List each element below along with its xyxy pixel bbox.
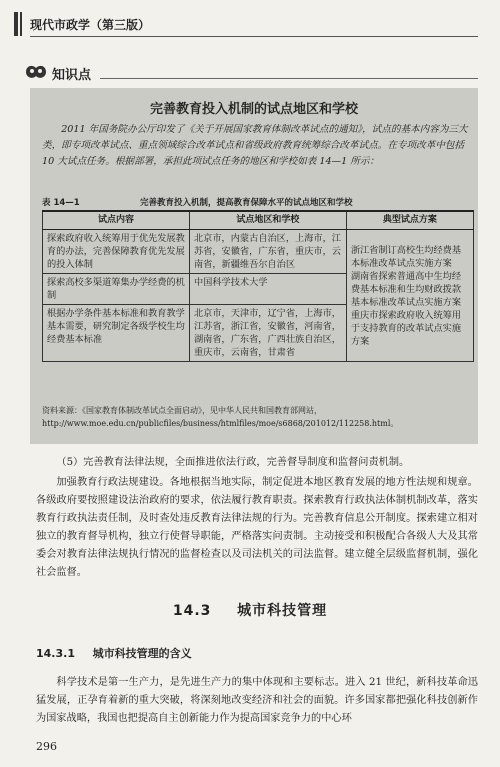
knowledge-point-icon bbox=[24, 62, 50, 82]
table-header-row bbox=[43, 211, 474, 230]
subsection-title: 城市科技管理的含义 bbox=[92, 647, 192, 660]
typical-plans-text: 浙江省制订高校生均经费基本标准改革试点实施方案 湖南省探索普通高中生均经费基本标准和生均财政拨款基本标准改革试点实施方案 重庆市探索政府收入统筹用于支持教育的改革试点实施方案 bbox=[350, 244, 462, 347]
box-intro: 2011 年国务院办公厅印发了《关于开展国家教育体制改革试点的通知》，试点的基本内容为三大类，即专项改革试点、重点领域综合改革试点和省级政府教育统筹综合改革试点。在专项改革中包括 10 大试点任务。根据部署，承担此项试点任务的地区和学校如表 14—1 所示： bbox=[42, 124, 468, 167]
table-source: 资料来源：《国家教育体制改革试点全面启动》，见中华人民共和国教育部网站，http://www.moe.edu.cn/publicfiles/business/htmlfiles/moe/s6868/201012/112258.html。 bbox=[42, 406, 399, 428]
table-row bbox=[43, 230, 474, 274]
cell-typical-plans bbox=[346, 230, 473, 362]
table-header-regions: 试点地区和学校 bbox=[189, 211, 346, 230]
cell-regions: 中国科学技术大学 bbox=[189, 274, 346, 305]
cell-regions: 北京市，天津市，辽宁省，上海市，江苏省，浙江省，安徽省，河南省，湖南省，广东省，广西壮族自治区，重庆市，云南省，甘肃省 bbox=[189, 305, 346, 362]
paragraph-regulation-text: 加强教育行政法规建设。各地根据当地实际，制定促进本地区教育发展的地方性法规和规章。各级政府要按照建设法治政府的要求，依法履行教育职责。探索教育行政执法体制机制改革，落实教育行政执法责任制，及时查处违反教育法律法规的行为。完善教育信息公开制度。探索建立相对独立的教育督导机构，独立行使督导职能，严格落实问责制。主动接受和积极配合各级人大及其常委会对教育法律法规执行情况的监督检查以及司法机关的司法监督。建立健全层级监督机制，强化社会监督。 bbox=[36, 477, 478, 578]
section-title: 城市科技管理 bbox=[237, 603, 328, 619]
pilot-table bbox=[42, 210, 474, 362]
cell-content: 根据办学条件基本标准和教育教学基本需要，研究制定各级学校生均经费基本标准 bbox=[43, 305, 190, 362]
table-number: 表 14—1 bbox=[42, 198, 80, 208]
page-number: 296 bbox=[36, 740, 57, 753]
running-header: 现代市政学（第三版） bbox=[30, 18, 151, 32]
header-bar-thin bbox=[20, 12, 22, 36]
header-rule bbox=[30, 36, 478, 37]
table-header-plans: 典型试点方案 bbox=[346, 211, 473, 230]
cell-content: 探索高校多渠道筹集办学经费的机制 bbox=[43, 274, 190, 305]
cell-content: 探索政府收入统筹用于优先发展教育的办法，完善保障教育优先发展的投入体制 bbox=[43, 230, 190, 274]
cell-regions: 北京市，内蒙古自治区，上海市，江苏省，安徽省，广东省，重庆市，云南省，新疆维吾尔自治区 bbox=[189, 230, 346, 274]
knowledge-point-rule bbox=[100, 78, 478, 79]
subsection-number: 14.3.1 bbox=[36, 647, 75, 660]
box-title: 完善教育投入机制的试点地区和学校 bbox=[149, 102, 358, 117]
subsection-heading bbox=[36, 645, 192, 661]
header-bar-thick bbox=[14, 12, 18, 36]
section-number: 14.3 bbox=[172, 603, 212, 619]
section-heading bbox=[0, 600, 500, 620]
knowledge-box bbox=[30, 88, 478, 444]
paragraph-science: 科学技术是第一生产力，是先进生产力的集中体现和主要标志。进入 21 世纪，新科技革命迅猛发展，正孕育着新的重大突破，将深刻地改变经济和社会的面貌。许多国家都把强化科技创新作为国家战略，我国也把提高自主创新能力作为提高国家竞争力的中心环 bbox=[36, 677, 478, 724]
table-title: 完善教育投入机制，提高教育保障水平的试点地区和学校 bbox=[140, 198, 353, 208]
paragraph-regulation bbox=[36, 474, 478, 582]
paragraph-law: （5）完善教育法律法规，全面推进依法行政，完善督导制度和监督问责机制。 bbox=[56, 457, 410, 468]
table-header-content: 试点内容 bbox=[43, 211, 190, 230]
knowledge-point-label: 知识点 bbox=[52, 68, 92, 83]
